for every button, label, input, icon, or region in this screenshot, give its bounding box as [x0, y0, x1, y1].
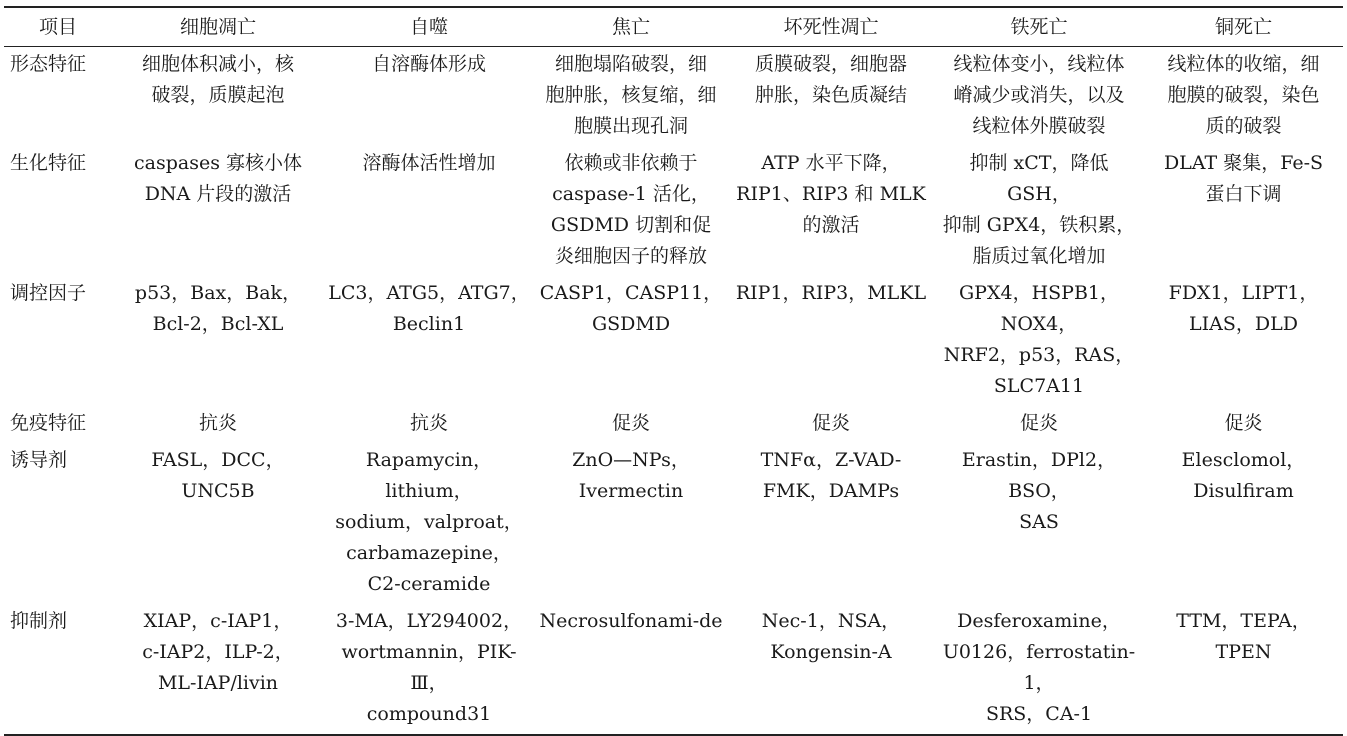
table-cell: Erastin，DPl2，BSO， SAS: [961, 449, 1117, 533]
row-label: 调控因子: [10, 282, 87, 304]
header-cell-ferroptosis: 铁死亡: [934, 7, 1144, 47]
table-cell: 促炎: [811, 412, 850, 434]
header-cell-apoptosis: 细胞凋亡: [112, 7, 324, 47]
table-cell: Rapamycin，lithium， sodium，valproat， carbamazepine， C2-ceramide: [335, 449, 523, 595]
table-cell: XIAP，c-IAP1， c-IAP2，ILP-2， ML-IAP/livin: [112, 604, 324, 735]
table-cell: p53，Bax，Bak， Bcl-2，Bcl-XL: [134, 282, 302, 335]
table-cell: LC3，ATG5，ATG7， Beclin1: [328, 282, 530, 335]
table-cell: 细胞塌陷破裂，细 胞肿胀，核复缩，细 胞膜出现孔洞: [545, 53, 717, 137]
row-label: 抑制剂: [4, 604, 112, 735]
table-cell: 促炎: [1224, 412, 1263, 434]
table-cell: 促炎: [611, 412, 650, 434]
table-cell: 3-MA，LY294002， wortmannin，PIK-Ⅲ， compound31: [324, 604, 534, 735]
table-row: [4, 276, 1343, 406]
header-cell-necroptosis: 坏死性凋亡: [728, 7, 934, 47]
table-cell: 促炎: [1019, 412, 1058, 434]
header-cell-autophagy: 自噬: [324, 7, 534, 47]
table-cell: DLAT 聚集，Fe-S 蛋白下调: [1163, 152, 1324, 205]
table-header-row: [4, 7, 1343, 47]
table-cell: RIP1，RIP3，MLKL: [735, 282, 927, 304]
row-label: 免疫特征: [10, 412, 87, 434]
table-row: [4, 146, 1343, 276]
table-cell: CASP1，CASP11， GSDMD: [539, 282, 723, 335]
table-cell: 质膜破裂，细胞器 肿胀，染色质凝结: [754, 53, 907, 106]
table-cell: ZnO—NPs， Ivermectin: [572, 449, 690, 502]
table-cell: caspases 寡核小体 DNA 片段的激活: [134, 152, 302, 205]
table-cell: Desferoxamine， U0126，ferrostatin-1， SRS，CA-1: [934, 604, 1144, 735]
table-cell: TTM，TEPA， TPEN: [1144, 604, 1343, 735]
table-cell: 溶酶体活性增加: [362, 152, 496, 174]
table-cell: 抑制 xCT，降低 GSH， 抑制 GPX4，铁积累， 脂质过氧化增加: [942, 152, 1136, 267]
table-cell: FASL，DCC，UNC5B: [151, 449, 285, 502]
table-cell: TNFα，Z-VAD- FMK，DAMPs: [760, 449, 902, 502]
table-row: [4, 604, 1343, 735]
header-cell-pyroptosis: 焦亡: [534, 7, 728, 47]
table-cell: 抗炎: [198, 412, 237, 434]
table-row: [4, 406, 1343, 443]
row-label: 生化特征: [10, 152, 87, 174]
table-cell: 自溶酶体形成: [371, 53, 486, 75]
row-label: 形态特征: [10, 53, 87, 75]
table-cell: 线粒体变小，线粒体 嵴减少或消失，以及 线粒体外膜破裂: [953, 53, 1125, 137]
table-row: [4, 443, 1343, 604]
table-cell: 依赖或非依赖于 caspase-1 活化， GSDMD 切割和促 炎细胞因子的释放: [550, 152, 712, 267]
table-cell: Nec-1，NSA， Kongensin-A: [728, 604, 934, 735]
table-row: [4, 47, 1343, 147]
row-label: 诱导剂: [10, 449, 68, 471]
table-cell: Elesclomol， Disulfiram: [1181, 449, 1306, 502]
table-cell: Necrosulfonami-de: [534, 604, 728, 735]
table-cell: FDX1，LIPT1， LIAS，DLD: [1168, 282, 1319, 335]
table-cell: 线粒体的收缩，细 胞膜的破裂，染色 质的破裂: [1167, 53, 1320, 137]
table-cell: 抗炎: [409, 412, 448, 434]
table-cell: 细胞体积减小，核 破裂，质膜起泡: [141, 53, 294, 106]
table-cell: GPX4，HSPB1，NOX4， NRF2，p53，RAS， SLC7A11: [943, 282, 1135, 397]
table-cell: ATP 水平下降， RIP1、RIP3 和 MLK 的激活: [736, 152, 926, 236]
header-cell-item: 项目: [4, 7, 112, 47]
comparison-table: [4, 6, 1343, 736]
header-cell-cuproptosis: 铜死亡: [1144, 7, 1343, 47]
